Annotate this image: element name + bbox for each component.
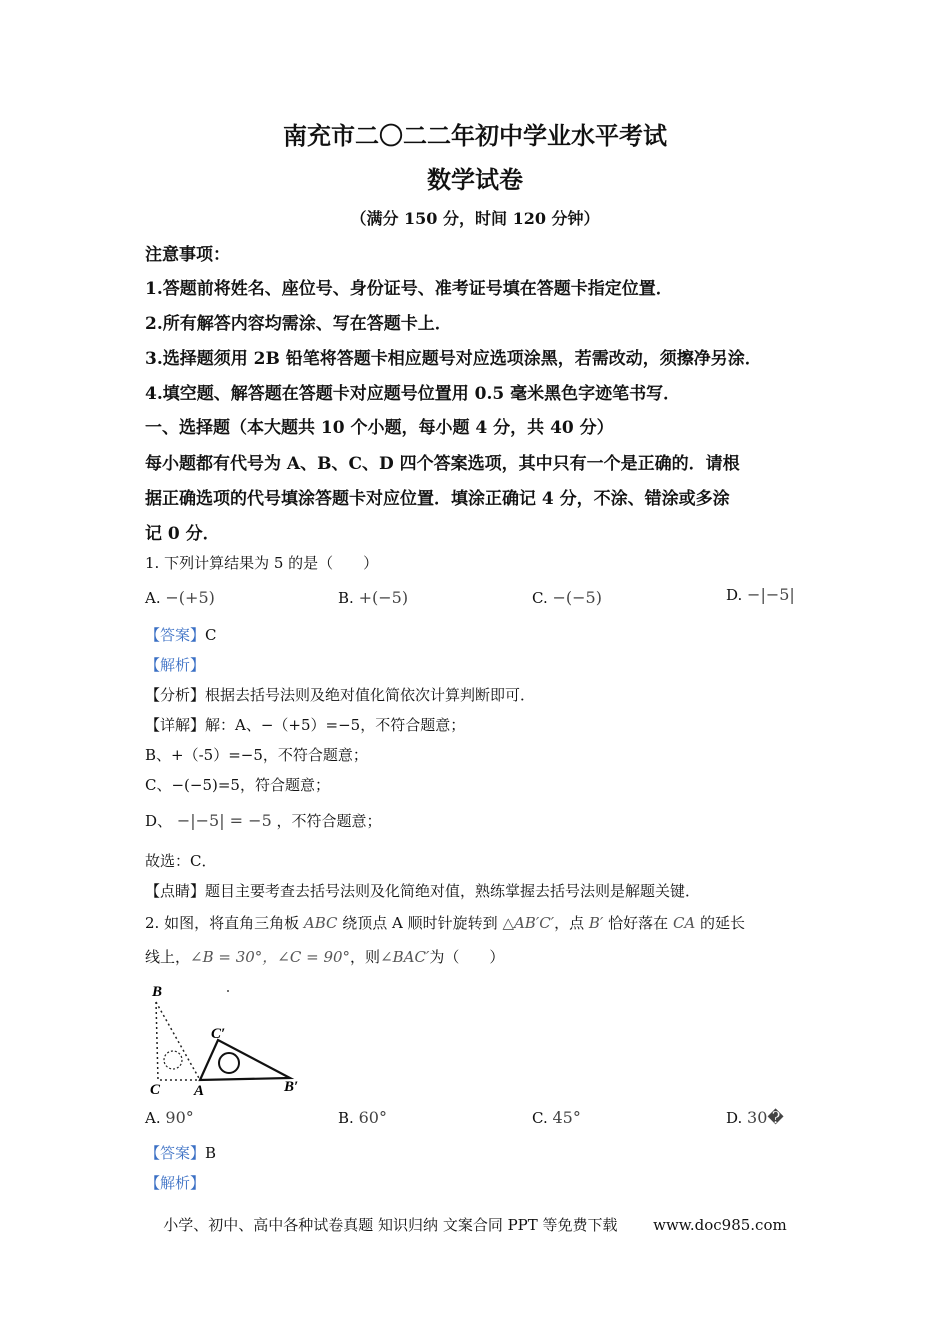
notice-item-4: 4.填空题、解答题在答题卡对应题号位置用 0.5 毫米黑色字迹笔书写． — [145, 384, 681, 404]
line-prefix: D、 — [145, 812, 173, 830]
rotated-circle — [219, 1053, 239, 1073]
q1-option-d — [726, 585, 795, 604]
notice-item-2: 2.所有解答内容均需涂、写在答题卡上． — [145, 314, 452, 334]
option-expr: −(−5) — [552, 588, 602, 607]
option-label: A. — [145, 1109, 161, 1127]
line-math: −|−5| = −5 — [176, 811, 272, 830]
section-instructions-1: 每小题都有代号为 A、B、C、D 四个答案选项，其中只有一个是正确的．请根 — [145, 454, 740, 474]
q1-dianjing — [145, 880, 700, 901]
fenxi-text: 根据去括号法则及绝对值化简依次计算判断即可． — [205, 686, 536, 704]
option-label: B. — [338, 589, 354, 607]
section-instructions-3: 记 0 分． — [145, 524, 220, 544]
dianjing-tag: 【点睛】 — [145, 882, 206, 900]
fenxi-tag: 【分析】 — [145, 686, 206, 704]
answer-tag: 【答案】 — [145, 626, 206, 644]
q1-answer — [145, 624, 217, 645]
option-label: A. — [145, 589, 161, 607]
q1-analysis-tag: 【解析】 — [145, 656, 206, 674]
q1-detail-line-4 — [145, 810, 382, 831]
footer-site: www.doc985.com — [653, 1216, 787, 1234]
option-expr: +(−5) — [358, 588, 409, 607]
stem-text: 绕顶点 A 顺时针旋转到 — [342, 914, 498, 932]
section-instructions-2: 据正确选项的代号填涂答题卡对应位置．填涂正确记 4 分，不涂、错涂或多涂 — [145, 489, 730, 509]
q1-option-c — [532, 588, 602, 607]
option-label: B. — [338, 1109, 354, 1127]
q2-stem-line-1 — [145, 912, 745, 933]
option-expr: 45° — [552, 1108, 581, 1127]
math-triangle: △AB′C′ — [502, 914, 555, 932]
q1-stem: 1. 下列计算结果为 5 的是（ ） — [145, 554, 379, 572]
q1-option-a — [145, 588, 215, 607]
stem-text: ，点 — [554, 914, 585, 932]
option-expr: 90° — [165, 1108, 194, 1127]
q1-detail-line-2: B、+（-5）=−5，不符合题意； — [145, 746, 368, 764]
math-condition: ∠B = 30°，∠C = 90° — [190, 948, 351, 966]
math-target: ∠BAC′ — [380, 948, 430, 966]
rotated-triangle — [200, 1040, 290, 1080]
original-circle — [164, 1051, 182, 1069]
q2-answer — [145, 1142, 216, 1163]
footer-text: 小学、初中、高中各种试卷真题 知识归纳 文案合同 PPT 等免费下载 — [163, 1216, 618, 1234]
notice-item-1: 1.答题前将姓名、座位号、身份证号、准考证号填在答题卡指定位置． — [145, 279, 673, 299]
option-expr: 30� — [747, 1108, 784, 1127]
page-footer — [0, 1214, 950, 1235]
q2-stem-line-2 — [145, 946, 504, 967]
section-heading: 一、选择题（本大题共 10 个小题，每小题 4 分，共 40 分） — [145, 418, 614, 438]
dianjing-text: 题目主要考查去括号法则及化简绝对值，熟练掌握去括号法则是解题关键． — [205, 882, 701, 900]
option-expr: 60° — [358, 1108, 387, 1127]
stem-text: 恰好落在 — [608, 914, 669, 932]
q2-analysis-tag: 【解析】 — [145, 1174, 206, 1192]
q2-option-d — [726, 1108, 784, 1127]
answer-value: C — [205, 626, 217, 644]
stem-text: 2. 如图，将直角三角板 — [145, 914, 300, 932]
exam-title: 南充市二〇二二年初中学业水平考试 — [283, 121, 667, 150]
q1-fenxi — [145, 684, 535, 705]
original-triangle-hypotenuse — [156, 1002, 200, 1080]
option-label: D. — [726, 586, 743, 604]
detail-text: 解：A、−（+5）=−5，不符合题意； — [205, 716, 466, 734]
math-abc: ABC — [303, 914, 338, 932]
stem-text: ，则 — [350, 948, 381, 966]
stem-text: 的延长 — [700, 914, 746, 932]
notice-heading: 注意事项： — [145, 245, 230, 265]
math-bprime: B′ — [588, 914, 604, 932]
label-cprime: C′ — [211, 1026, 226, 1042]
label-a: A — [194, 1083, 205, 1098]
answer-tag: 【答案】 — [145, 1144, 206, 1162]
triangle-figure — [140, 978, 310, 1098]
line-suffix: ，不符合题意； — [276, 812, 382, 830]
exam-subtitle: 数学试卷 — [427, 165, 523, 194]
q1-conclusion: 故选：C． — [145, 852, 217, 870]
q1-option-b — [338, 588, 408, 607]
stem-text: 为（ ） — [429, 948, 505, 966]
answer-value: B — [205, 1144, 217, 1162]
option-label: D. — [726, 1109, 743, 1127]
option-label: C. — [532, 1109, 548, 1127]
notice-item-3: 3.选择题须用 2B 铅笔将答题卡相应题号对应选项涂黑，若需改动，须擦净另涂． — [145, 349, 762, 369]
q1-detail-line-3: C、−(−5)=5，符合题意； — [145, 776, 330, 794]
xiangjie-tag: 【详解】 — [145, 716, 206, 734]
option-expr: −(+5) — [165, 588, 215, 607]
q1-detail-line-1 — [145, 714, 465, 735]
option-label: C. — [532, 589, 548, 607]
math-ca: CA — [672, 914, 696, 932]
score-time: （满分 150 分，时间 120 分钟） — [350, 209, 600, 228]
q2-option-c — [532, 1108, 581, 1127]
label-bprime: B′ — [284, 1079, 299, 1095]
dot-mark — [227, 990, 229, 992]
stem-text: 线上， — [145, 948, 191, 966]
q2-option-b — [338, 1108, 387, 1127]
label-b: B — [152, 984, 163, 1000]
option-expr: −|−5| — [747, 585, 795, 604]
q2-option-a — [145, 1108, 194, 1127]
label-c: C — [150, 1082, 161, 1098]
